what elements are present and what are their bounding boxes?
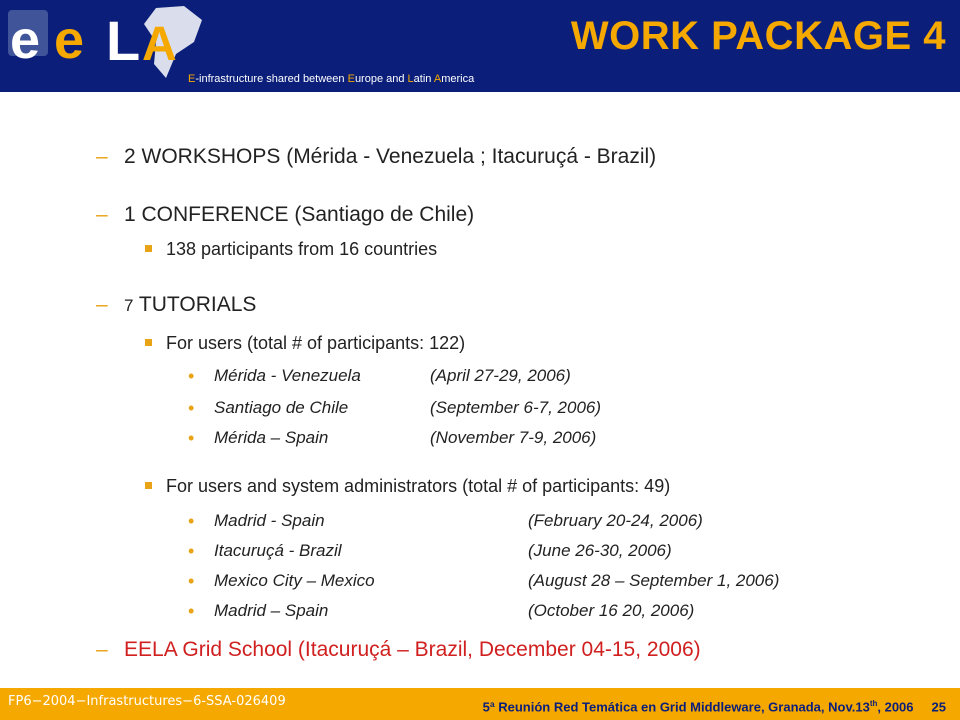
dash-bullet: – bbox=[96, 203, 108, 226]
users-heading: For users (total # of participants: 122) bbox=[166, 333, 466, 353]
admins-place: Mexico City – Mexico bbox=[214, 571, 375, 590]
users-place: Santiago de Chile bbox=[214, 398, 349, 417]
svg-text:A: A bbox=[142, 18, 177, 71]
users-place: Mérida – Spain bbox=[214, 428, 329, 447]
dot-bullet: • bbox=[188, 601, 195, 621]
project-code: FP6−2004−Infrastructures−6-SSA-026409 bbox=[8, 694, 286, 709]
workshops-item: 2 WORKSHOPS (Mérida - Venezuela ; Itacuruçá - Brazil) bbox=[124, 145, 657, 168]
dot-bullet: • bbox=[188, 541, 195, 561]
dot-bullet: • bbox=[188, 428, 195, 448]
admins-date: (October 16 20, 2006) bbox=[528, 601, 695, 620]
users-date: (April 27-29, 2006) bbox=[430, 366, 571, 385]
header-bar bbox=[0, 0, 960, 92]
svg-text:L: L bbox=[106, 9, 141, 72]
dash-bullet: – bbox=[96, 145, 108, 168]
svg-text:e: e bbox=[54, 10, 85, 70]
users-place: Mérida - Venezuela bbox=[214, 366, 361, 385]
slide-title: WORK PACKAGE 4 bbox=[570, 14, 946, 58]
square-bullet bbox=[145, 482, 152, 489]
page-number: 25 bbox=[931, 699, 946, 715]
users-date: (November 7-9, 2006) bbox=[430, 428, 597, 447]
admins-heading: For users and system administrators (total # of participants: 49) bbox=[166, 476, 671, 496]
square-bullet bbox=[145, 245, 152, 252]
admins-place: Itacuruçá - Brazil bbox=[214, 541, 342, 560]
conference-item: 1 CONFERENCE (Santiago de Chile) bbox=[124, 203, 475, 226]
grid-school-item: EELA Grid School (Itacuruçá – Brazil, December 04-15, 2006) bbox=[124, 638, 701, 661]
eela-logo bbox=[6, 2, 206, 82]
conference-detail: 138 participants from 16 countries bbox=[166, 239, 438, 259]
dot-bullet: • bbox=[188, 571, 195, 591]
tagline: E-infrastructure shared between Europe and Latin America bbox=[188, 73, 475, 85]
admins-place: Madrid - Spain bbox=[214, 511, 325, 530]
dash-bullet: – bbox=[96, 638, 108, 661]
event-info: 5ª Reunión Red Temática en Grid Middleware, Granada, Nov.13th, 2006 25 bbox=[482, 699, 946, 715]
dot-bullet: • bbox=[188, 398, 195, 418]
dot-bullet: • bbox=[188, 511, 195, 531]
dash-bullet: – bbox=[96, 293, 108, 316]
tutorials-item: 7 TUTORIALS bbox=[124, 293, 257, 316]
admins-date: (February 20-24, 2006) bbox=[528, 511, 703, 530]
admins-date: (June 26-30, 2006) bbox=[528, 541, 672, 560]
admins-place: Madrid – Spain bbox=[214, 601, 329, 620]
svg-text:e: e bbox=[10, 10, 41, 70]
footer-bar bbox=[0, 688, 960, 720]
admins-date: (August 28 – September 1, 2006) bbox=[528, 571, 780, 590]
dot-bullet: • bbox=[188, 366, 195, 386]
users-date: (September 6-7, 2006) bbox=[430, 398, 602, 417]
square-bullet bbox=[145, 339, 152, 346]
